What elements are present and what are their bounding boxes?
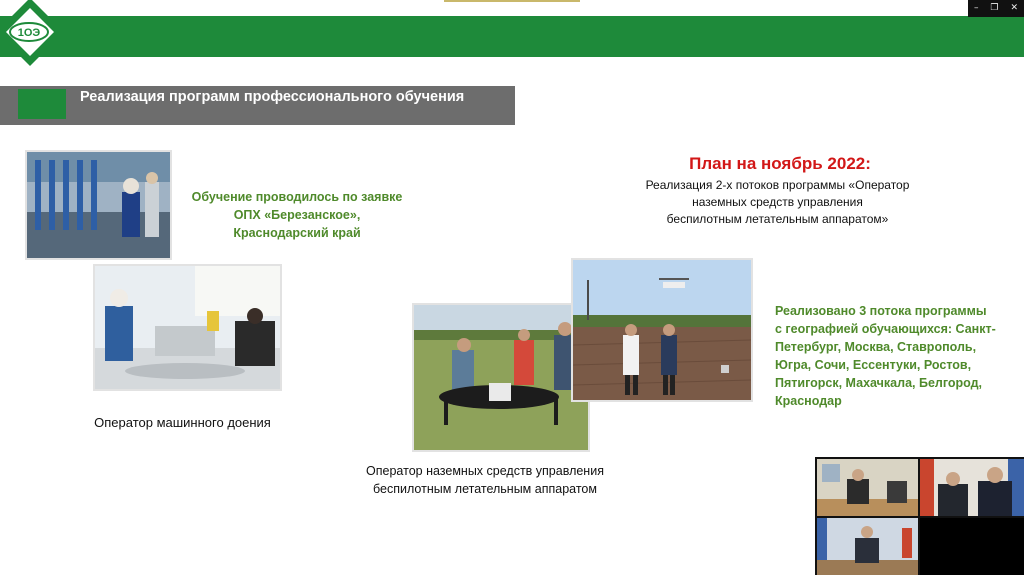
video-tile-4[interactable] — [920, 518, 1024, 575]
drone-caption: Оператор наземных средств управления беспилотным летательным аппаратом — [366, 464, 604, 496]
logo — [0, 0, 66, 68]
realized-note: Реализовано 3 потока программы с географией обучающихся: Санкт- Петербург, Москва, Ставрополь, Югра, Сочи, Ессентуки, Ростов, Пятигорск, Махачкала, Белгород, Краснодар — [775, 304, 996, 408]
video-tile-2[interactable] — [920, 459, 1024, 516]
video-tile-3[interactable] — [817, 518, 918, 575]
section-marker — [18, 89, 66, 119]
minimize-icon[interactable]: – — [973, 3, 979, 13]
plan-title: План на ноябрь 2022: — [689, 154, 871, 173]
header-band — [0, 16, 1024, 57]
lab-training-photo — [93, 264, 282, 391]
section-title: Реализация программ профессионального обучения — [80, 89, 465, 105]
order-note: Обучение проводилось по заявке ОПХ «Березанское», Краснодарский край — [191, 190, 403, 240]
close-icon[interactable]: ✕ — [1010, 3, 1018, 13]
top-accent-line — [444, 0, 580, 2]
drone-flight-photo — [571, 258, 753, 402]
milking-parlor-photo — [25, 150, 172, 260]
milking-caption: Оператор машинного доения — [94, 415, 271, 430]
plan-body: Реализация 2-х потоков программы «Оператор наземных средств управления беспилотным летательным аппаратом» — [645, 178, 910, 226]
window-controls — [968, 0, 1024, 17]
video-conference-panel — [815, 457, 1024, 575]
logo-text: 1ОЭ — [17, 27, 41, 39]
video-tile-1[interactable] — [817, 459, 918, 516]
drone-field-photo — [412, 303, 590, 452]
restore-icon[interactable]: ❐ — [990, 3, 999, 13]
